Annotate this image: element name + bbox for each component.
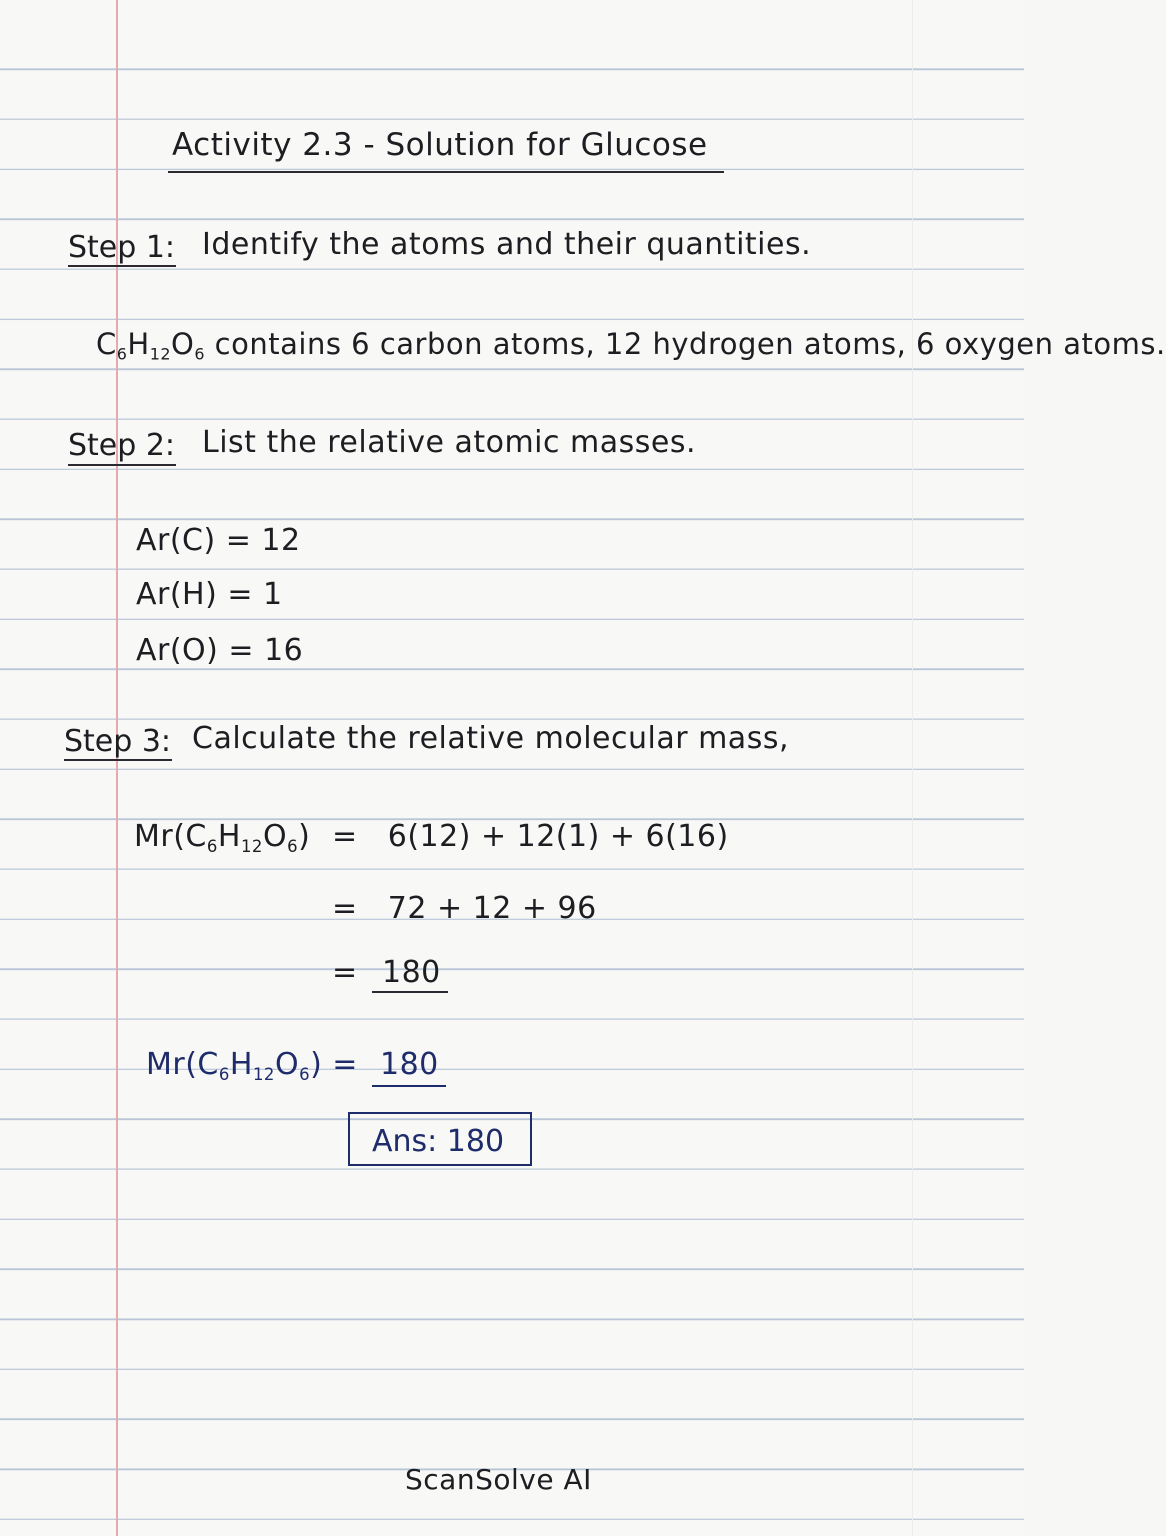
- mass-carbon: Ar(C) = 12: [136, 523, 301, 558]
- right-margin-line: [912, 0, 913, 1536]
- footer-brand: ScanSolve AI: [405, 1463, 592, 1496]
- mass-oxygen: Ar(O) = 16: [136, 633, 304, 668]
- step1-underline: [68, 265, 176, 267]
- formula-line: [96, 327, 1166, 364]
- step2-label: Step 2:: [68, 428, 176, 463]
- answer-text: Ans: 180: [372, 1124, 505, 1159]
- calc-result-underline: [372, 991, 448, 993]
- calc-line-2: = 72 + 12 + 96: [332, 891, 597, 926]
- formula-description: contains 6 carbon atoms, 12 hydrogen atoms, 6 oxygen atoms.: [214, 327, 1166, 361]
- result-line: $Mr(C_6H_{12}O_6)$ =: [146, 1047, 358, 1084]
- answer-box: [348, 1112, 532, 1166]
- step2-text: List the relative atomic masses.: [202, 425, 697, 460]
- mass-hydrogen: Ar(H) = 1: [136, 577, 283, 612]
- title-underline: [168, 171, 724, 173]
- result-value: 180: [380, 1047, 439, 1082]
- step2-underline: [68, 464, 176, 466]
- step3-label: Step 3:: [64, 724, 172, 759]
- step1-text: Identify the atoms and their quantities.: [202, 227, 812, 262]
- formula: $C_6H_{12}O_6$: [96, 327, 205, 364]
- step3-text: Calculate the relative molecular mass,: [192, 721, 789, 756]
- step1-label: Step 1:: [68, 230, 176, 265]
- calc-line-3-value: 180: [382, 955, 441, 990]
- calc-lhs: $Mr(C_6H_{12}O_6)$: [134, 819, 311, 856]
- result-underline: [372, 1085, 446, 1087]
- step3-underline: [64, 759, 172, 761]
- calc-line-3-eq: =: [332, 955, 358, 990]
- calc-line-1: = 6(12) + 12(1) + 6(16): [332, 819, 729, 854]
- page-title: Activity 2.3 - Solution for Glucose: [172, 127, 708, 163]
